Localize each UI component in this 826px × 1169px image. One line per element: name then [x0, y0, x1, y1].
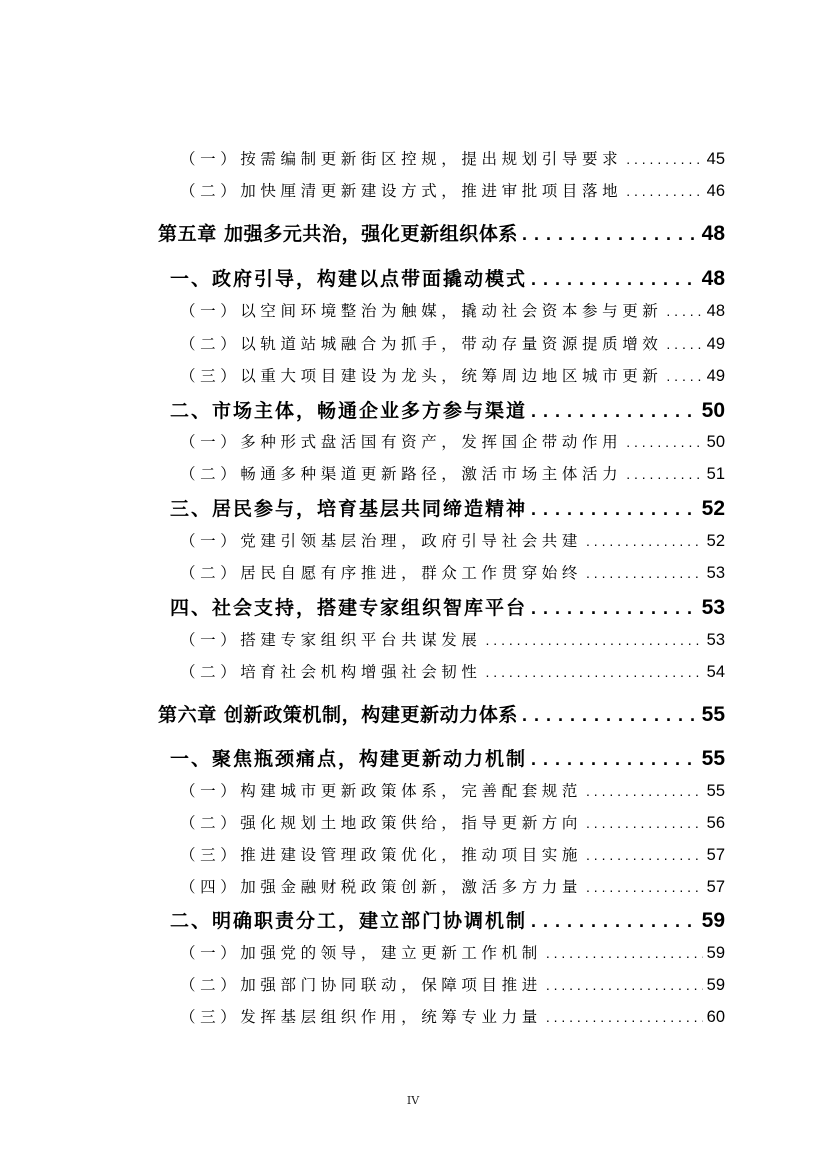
toc-entry[interactable] — [180, 779, 725, 801]
toc-leader-dots — [486, 664, 703, 680]
toc-section-title: 三、居民参与，培育基层共同缔造精神 — [170, 498, 528, 520]
toc-entry-title: （一）按需编制更新街区控规，提出规划引导要求 — [180, 150, 623, 168]
toc-entry-page: 48 — [701, 267, 725, 290]
toc-leader-dots — [531, 598, 698, 619]
toc-leader-dots — [546, 945, 703, 961]
toc-chapter-entry[interactable] — [158, 700, 725, 727]
toc-leader-dots — [586, 879, 703, 895]
toc-entry[interactable] — [180, 299, 725, 321]
toc-entry-page: 54 — [706, 663, 725, 681]
toc-entry-title: （一）党建引领基层治理，政府引导社会共建 — [180, 532, 583, 550]
toc-entry-page: 48 — [706, 302, 725, 320]
toc-entry-page: 48 — [701, 222, 725, 245]
toc-entry[interactable] — [180, 941, 725, 963]
toc-entry-title: （二）培育社会机构增强社会韧性 — [180, 663, 482, 681]
toc-entry-page: 50 — [701, 399, 725, 422]
toc-entry[interactable] — [180, 973, 725, 995]
toc-section-entry[interactable] — [170, 906, 725, 933]
toc-entry-title: （二）畅通多种渠道更新路径，激活市场主体活力 — [180, 465, 623, 483]
toc-entry-page: 52 — [701, 497, 725, 520]
toc-section-entry[interactable] — [170, 396, 725, 423]
toc-section-title: 四、社会支持，搭建专家组织智库平台 — [170, 597, 528, 619]
toc-entry[interactable] — [180, 660, 725, 682]
toc-entry-page: 45 — [706, 150, 725, 168]
toc-entry[interactable] — [180, 147, 725, 169]
toc-chapter-title: 第六章 创新政策机制，构建更新动力体系 — [158, 704, 519, 726]
toc-leader-dots — [531, 911, 698, 932]
toc-entry[interactable] — [180, 364, 725, 386]
toc-leader-dots — [546, 1009, 703, 1025]
toc-leader-dots — [666, 368, 702, 384]
toc-entry[interactable] — [180, 628, 725, 650]
toc-entry-page: 53 — [701, 596, 725, 619]
toc-entry-page: 55 — [701, 703, 725, 726]
toc-leader-dots — [626, 151, 702, 167]
toc-leader-dots — [586, 847, 703, 863]
toc-entry-page: 50 — [706, 433, 725, 451]
toc-entry-page: 59 — [706, 976, 725, 994]
toc-leader-dots — [626, 466, 702, 482]
toc-leader-dots — [531, 749, 698, 770]
toc-leader-dots — [522, 224, 698, 245]
toc-section-entry[interactable] — [170, 494, 725, 521]
toc-entry[interactable] — [180, 179, 725, 201]
toc-entry-page: 57 — [706, 878, 725, 896]
toc-entry[interactable] — [180, 811, 725, 833]
toc-entry[interactable] — [180, 1005, 725, 1027]
toc-entry[interactable] — [180, 561, 725, 583]
toc-entry[interactable] — [180, 462, 725, 484]
toc-entry-page: 59 — [706, 944, 725, 962]
toc-section-entry[interactable] — [170, 593, 725, 620]
toc-entry-title: （三）以重大项目建设为龙头，统筹周边地区城市更新 — [180, 367, 663, 385]
toc-entry[interactable] — [180, 430, 725, 452]
toc-entry-page: 57 — [706, 846, 725, 864]
toc-entry[interactable] — [180, 875, 725, 897]
toc-entry-page: 49 — [706, 335, 725, 353]
toc-entry-title: （二）居民自愿有序推进，群众工作贯穿始终 — [180, 564, 583, 582]
page-number-footer: IV — [406, 1094, 420, 1107]
toc-entry-title: （三）推进建设管理政策优化，推动项目实施 — [180, 846, 583, 864]
toc-entry-page: 46 — [706, 182, 725, 200]
toc-leader-dots — [626, 183, 702, 199]
toc-entry[interactable] — [180, 843, 725, 865]
toc-entry-page: 60 — [706, 1008, 725, 1026]
toc-entry[interactable] — [180, 529, 725, 551]
toc-entry-title: （二）以轨道站城融合为抓手，带动存量资源提质增效 — [180, 335, 663, 353]
toc-leader-dots — [586, 783, 703, 799]
toc-entry-page: 49 — [706, 367, 725, 385]
toc-entry-page: 55 — [706, 782, 725, 800]
toc-entry-title: （二）加强部门协同联动，保障项目推进 — [180, 976, 542, 994]
toc-entry-page: 52 — [706, 532, 725, 550]
toc-entry-title: （一）构建城市更新政策体系，完善配套规范 — [180, 782, 583, 800]
toc-section-title: 一、聚焦瓶颈痛点，构建更新动力机制 — [170, 748, 528, 770]
toc-entry-page: 59 — [701, 909, 725, 932]
toc-leader-dots — [666, 303, 702, 319]
toc-entry-title: （三）发挥基层组织作用，统筹专业力量 — [180, 1008, 542, 1026]
toc-entry-page: 55 — [701, 747, 725, 770]
toc-leader-dots — [531, 499, 698, 520]
toc-section-title: 一、政府引导，构建以点带面撬动模式 — [170, 268, 528, 290]
toc-leader-dots — [531, 401, 698, 422]
toc-entry-page: 51 — [706, 465, 725, 483]
toc-section-entry[interactable] — [170, 264, 725, 291]
toc-entry-page: 56 — [706, 814, 725, 832]
toc-leader-dots — [522, 705, 698, 726]
toc-entry[interactable] — [180, 332, 725, 354]
toc-entry-title: （四）加强金融财税政策创新，激活多方力量 — [180, 878, 583, 896]
toc-section-entry[interactable] — [170, 744, 725, 771]
toc-leader-dots — [586, 565, 703, 581]
toc-section-title: 二、市场主体，畅通企业多方参与渠道 — [170, 400, 528, 422]
toc-entry-title: （二）加快厘清更新建设方式，推进审批项目落地 — [180, 182, 623, 200]
toc-leader-dots — [586, 815, 703, 831]
toc-leader-dots — [531, 269, 698, 290]
toc-entry-title: （一）以空间环境整治为触媒，撬动社会资本参与更新 — [180, 302, 663, 320]
toc-chapter-title: 第五章 加强多元共治，强化更新组织体系 — [158, 223, 519, 245]
toc-leader-dots — [626, 434, 702, 450]
toc-entry-page: 53 — [706, 564, 725, 582]
toc-entry-title: （二）强化规划土地政策供给，指导更新方向 — [180, 814, 583, 832]
toc-section-title: 二、明确职责分工，建立部门协调机制 — [170, 910, 528, 932]
toc-leader-dots — [586, 533, 703, 549]
toc-leader-dots — [546, 977, 703, 993]
toc-entry-title: （一）多种形式盘活国有资产，发挥国企带动作用 — [180, 433, 623, 451]
toc-chapter-entry[interactable] — [158, 219, 725, 246]
toc-entry-title: （一）搭建专家组织平台共谋发展 — [180, 631, 482, 649]
toc-entry-title: （一）加强党的领导，建立更新工作机制 — [180, 944, 542, 962]
toc-leader-dots — [486, 632, 703, 648]
toc-leader-dots — [666, 336, 702, 352]
toc-entry-page: 53 — [706, 631, 725, 649]
